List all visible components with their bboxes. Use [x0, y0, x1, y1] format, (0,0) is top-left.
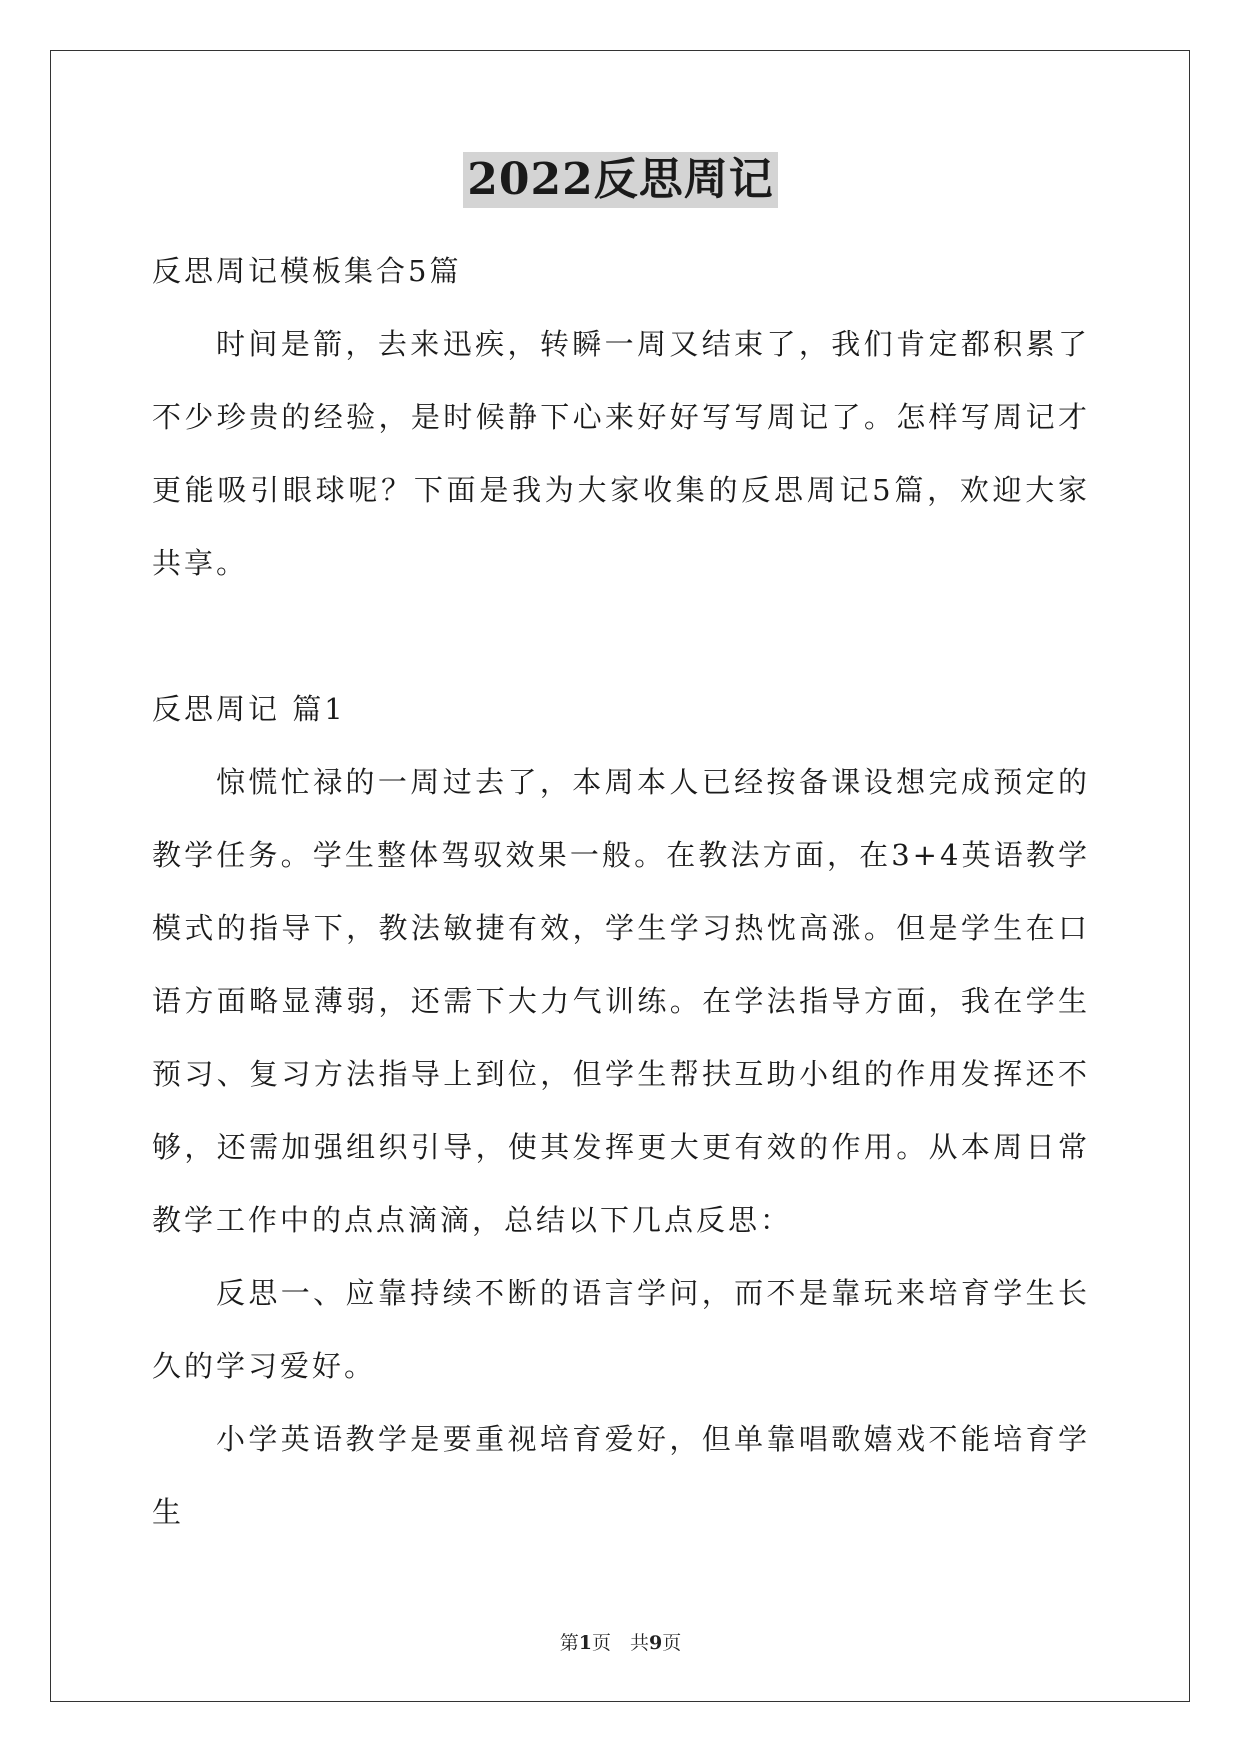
- body-paragraph: 反思一、应靠持续不断的语言学问，而不是靠玩来培育学生长久的学习爱好。: [152, 1276, 1090, 1383]
- footer-mid: 页 共: [591, 1632, 649, 1654]
- title-container: [0, 152, 1241, 208]
- footer-suffix: 页: [662, 1632, 682, 1654]
- total-pages-number: 9: [649, 1632, 663, 1654]
- body-paragraph: 小学英语教学是要重视培育爱好，但单靠唱歌嬉戏不能培育学生: [152, 1422, 1090, 1529]
- current-page-number: 1: [578, 1632, 592, 1654]
- document-subtitle: 反思周记模板集合5篇: [152, 254, 462, 288]
- body-paragraph: 惊慌忙禄的一周过去了，本周本人已经按备课设想完成预定的教学任务。学生整体驾驭效果一般。在教法方面，在3+4英语教学模式的指导下，教法敏捷有效，学生学习热忱高涨。但是学生在口语方面略显薄弱，还需下大力气训练。在学法指导方面，我在学生预习、复习方法指导上到位，但学生帮扶互助小组的作用发挥还不够，还需加强组织引导，使其发挥更大更有效的作用。从本周日常教学工作中的点点滴滴，总结以下几点反思：: [152, 765, 1090, 1237]
- page-footer: [0, 1630, 1241, 1656]
- section-heading: 反思周记 篇1: [152, 692, 346, 726]
- document-title: 2022反思周记: [463, 152, 777, 208]
- intro-paragraph: 时间是箭，去来迅疾，转瞬一周又结束了，我们肯定都积累了不少珍贵的经验，是时候静下心来好好写写周记了。怎样写周记才更能吸引眼球呢？下面是我为大家收集的反思周记5篇，欢迎大家共享。: [152, 327, 1090, 580]
- document-body: [152, 235, 1090, 1549]
- footer-prefix: 第: [559, 1632, 579, 1654]
